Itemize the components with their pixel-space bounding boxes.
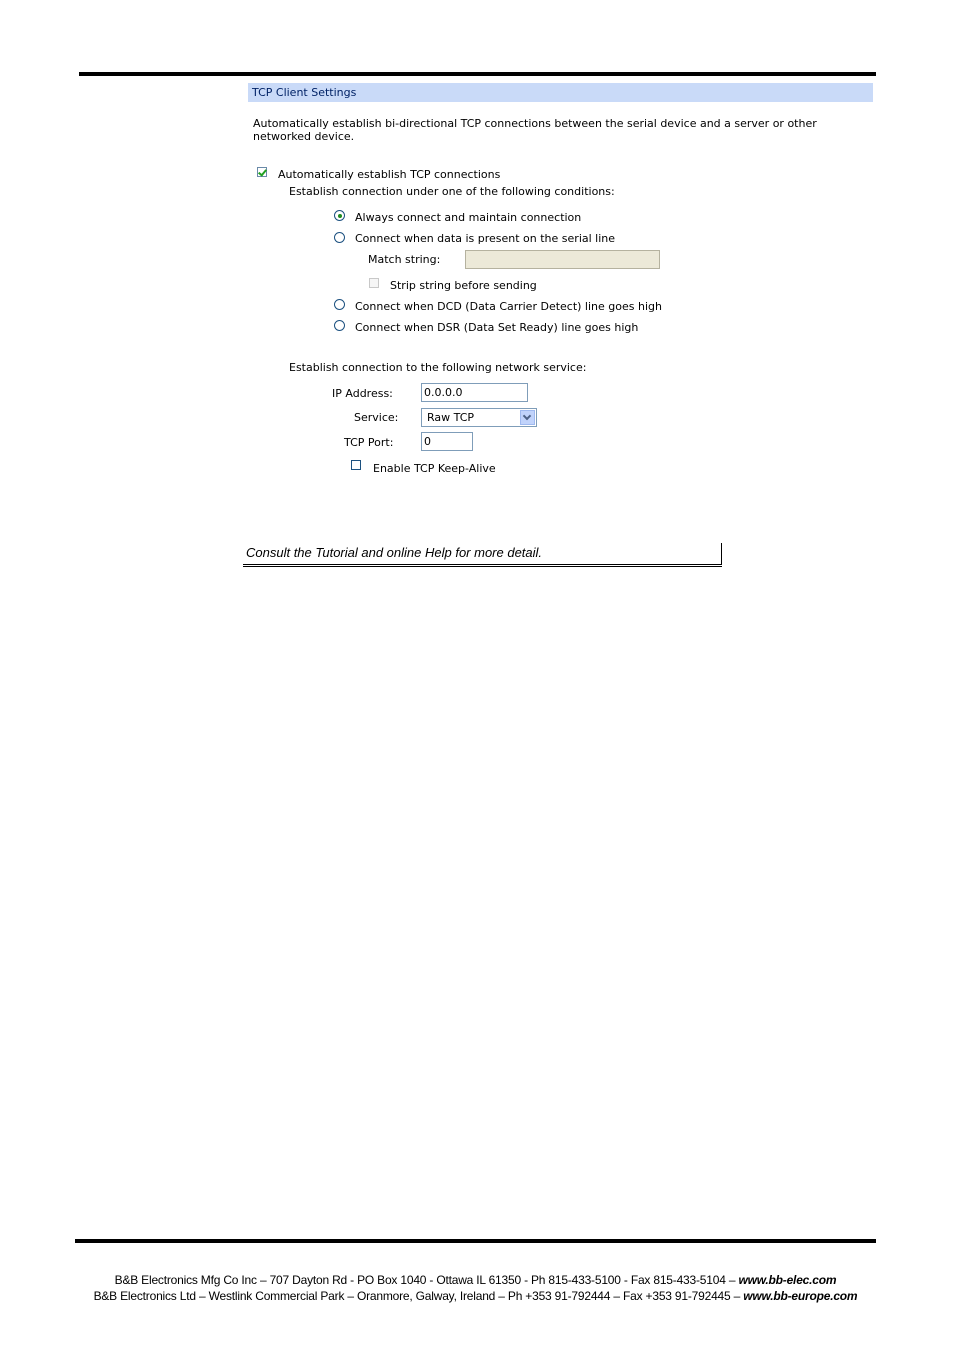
page-bottom-rule	[75, 1239, 876, 1243]
radio-dcd-high-label: Connect when DCD (Data Carrier Detect) line goes high	[355, 300, 662, 313]
section-description: Automatically establish bi-directional TCP connections between the serial device and a server or other networked device.	[253, 117, 817, 143]
chevron-down-icon[interactable]	[520, 410, 535, 425]
radio-data-present-label: Connect when data is present on the serial line	[355, 232, 616, 245]
page-top-rule	[79, 72, 876, 76]
footer-eu-address: B&B Electronics Ltd – Westlink Commercial Park – Oranmore, Galway, Ireland – Ph +353 91-792444 – Fax +353 91-792445 –	[93, 1289, 744, 1303]
auto-connect-label: Automatically establish TCP connections	[278, 168, 501, 181]
footer-line-eu	[75, 1289, 876, 1303]
match-string-input[interactable]	[465, 250, 660, 269]
keepalive-label: Enable TCP Keep-Alive	[373, 462, 496, 475]
service-select-value: Raw TCP	[427, 411, 475, 424]
radio-always-connect[interactable]	[334, 210, 345, 221]
footer-eu-website-link[interactable]: www.bb-europe.com	[743, 1289, 858, 1303]
network-service-heading: Establish connection to the following network service:	[289, 361, 587, 374]
conditions-heading: Establish connection under one of the following conditions:	[289, 185, 615, 198]
radio-dsr-high-label: Connect when DSR (Data Set Ready) line goes high	[355, 321, 639, 334]
radio-dcd-high[interactable]	[334, 299, 345, 310]
match-string-label: Match string:	[368, 253, 441, 266]
radio-data-present[interactable]	[334, 232, 345, 243]
service-label: Service:	[354, 411, 399, 424]
auto-connect-checkbox[interactable]	[257, 167, 267, 177]
ip-address-input[interactable]	[421, 383, 528, 402]
help-note: Consult the Tutorial and online Help for more detail.	[243, 543, 722, 565]
footer-line-us	[75, 1273, 876, 1287]
help-note-underline	[243, 566, 722, 567]
tcp-port-label: TCP Port:	[344, 436, 394, 449]
ip-address-label: IP Address:	[332, 387, 393, 400]
footer-us-website-link[interactable]: www.bb-elec.com	[738, 1273, 837, 1287]
strip-string-label: Strip string before sending	[390, 279, 537, 292]
radio-always-connect-label: Always connect and maintain connection	[355, 211, 582, 224]
section-header-tcp-client-settings: TCP Client Settings	[248, 83, 873, 102]
tcp-port-input[interactable]	[421, 432, 473, 451]
footer-us-address: B&B Electronics Mfg Co Inc – 707 Dayton Rd - PO Box 1040 - Ottawa IL 61350 - Ph 815-433-5100 - Fax 815-433-5104 –	[114, 1273, 739, 1287]
service-select[interactable]	[421, 408, 537, 427]
strip-string-checkbox[interactable]	[369, 278, 379, 288]
radio-dsr-high[interactable]	[334, 320, 345, 331]
keepalive-checkbox[interactable]	[351, 460, 361, 470]
